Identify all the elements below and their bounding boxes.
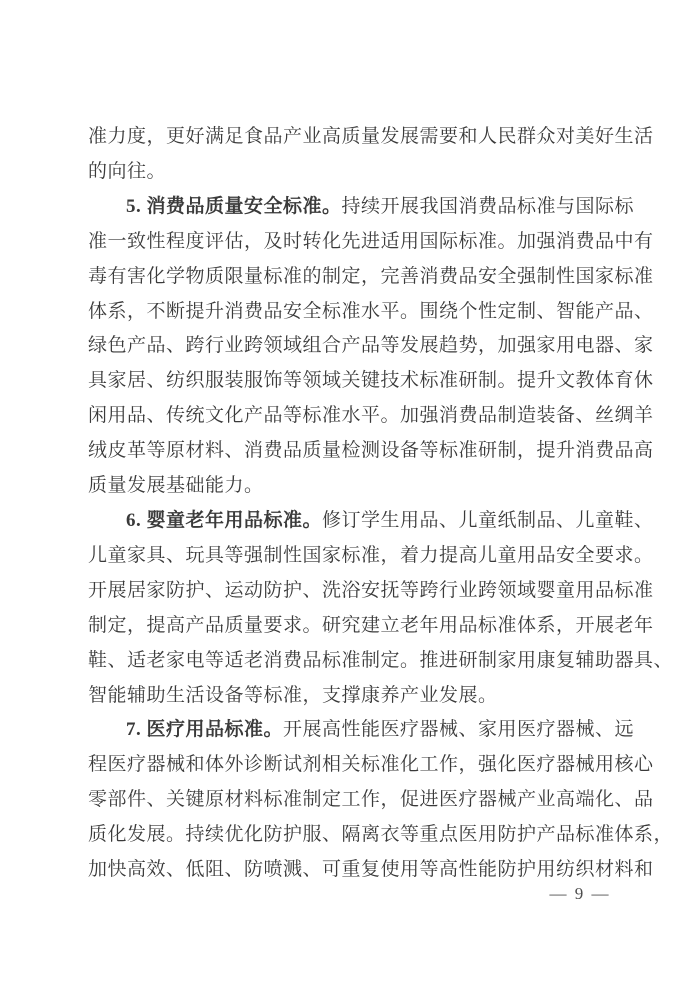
item-5-heading: 5. 消费品质量安全标准。	[126, 195, 342, 217]
text-line: 的向往。	[88, 160, 167, 182]
text-line-item-5	[88, 190, 635, 225]
page-footer	[0, 884, 700, 914]
page-number: — 9 —	[549, 884, 611, 903]
text-line: 毒有害化学物质限量标准的制定，完善消费品安全强制性国家标准	[88, 265, 654, 287]
text-line: 制定，提高产品质量要求。研究建立老年用品标准体系，开展老年	[88, 614, 654, 636]
text-line: 质量发展基础能力。	[88, 475, 264, 497]
text-line: 智能辅助生活设备等标准，支撑康养产业发展。	[88, 684, 498, 706]
text-line: 准力度，更好满足食品产业高质量发展需要和人民群众对美好生活	[88, 126, 654, 147]
text-line: 开展居家防护、运动防护、洗浴安抚等跨行业跨领域婴童用品标准	[88, 579, 654, 601]
text-line: 绿色产品、跨行业跨领域组合产品等发展趋势，加强家用电器、家	[88, 335, 654, 357]
item-7-heading: 7. 医疗用品标准。	[126, 719, 284, 741]
item-6-heading: 6. 婴童老年用品标准。	[126, 509, 323, 531]
text-line: 加快高效、低阻、防喷溅、可重复使用等高性能防护用纺织材料和	[88, 859, 654, 881]
text-line: 体系，不断提升消费品安全标准水平。围绕个性定制、智能产品、	[88, 300, 654, 322]
item-6-body-start: 修订学生用品、儿童纸制品、儿童鞋、	[322, 509, 654, 531]
text-line: 儿童家具、玩具等强制性国家标准，着力提高儿童用品安全要求。	[88, 544, 654, 566]
text-line: 绒皮革等原材料、消费品质量检测设备等标准研制，提升消费品高	[88, 440, 654, 462]
text-line: 质化发展。持续优化防护服、隔离衣等重点医用防护产品标准体系，	[88, 824, 674, 846]
text-line-item-7	[88, 713, 635, 748]
text-line: 准一致性程度评估，及时转化先进适用国际标准。加强消费品中有	[88, 230, 654, 252]
item-7-body-start: 开展高性能医疗器械、家用医疗器械、远	[283, 719, 635, 741]
text-line: 程医疗器械和体外诊断试剂相关标准化工作，强化医疗器械用核心	[88, 754, 654, 776]
text-line: 闲用品、传统文化产品等标准水平。加强消费品制造装备、丝绸羊	[88, 405, 654, 427]
text-line: 鞋、适老家电等适老消费品标准制定。推进研制家用康复辅助器具、	[88, 649, 674, 671]
item-5-body-start: 持续开展我国消费品标准与国际标	[341, 195, 635, 217]
text-line: 零部件、关键原材料标准制定工作，促进医疗器械产业高端化、品	[88, 789, 654, 811]
text-line-item-6	[88, 504, 654, 539]
document-body	[88, 120, 674, 888]
text-line: 具家居、纺织服装服饰等领域关键技术标准研制。提升文教体育休	[88, 370, 654, 392]
